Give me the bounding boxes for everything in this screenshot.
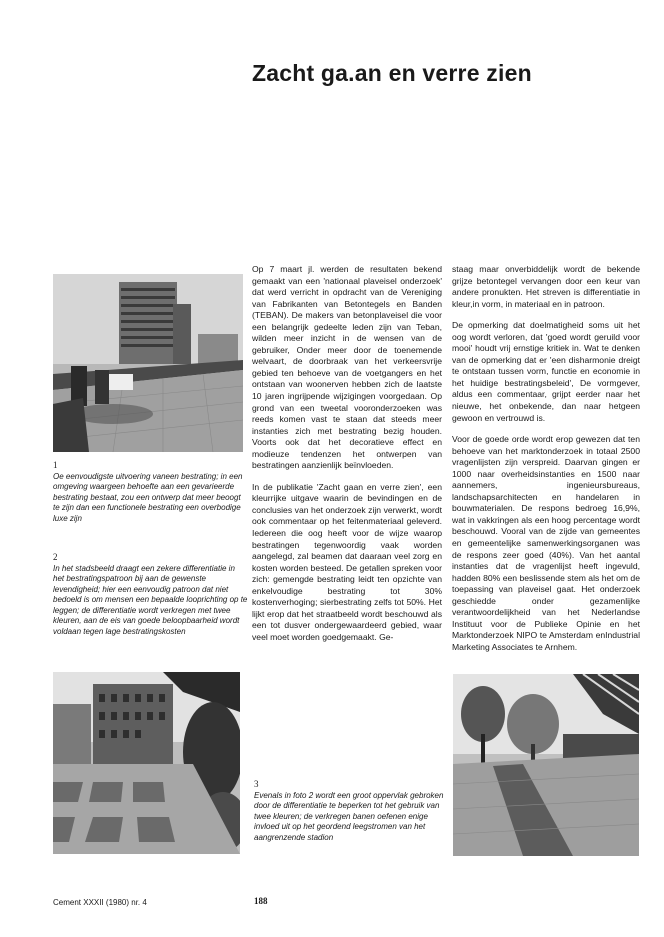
paragraph: Op 7 maart jl. werden de resultaten bekend gemaakt van een 'nationaal plaveisel onderzoek' dat werd verricht in opdracht van de Vereniging van Fabrikanten van Betontegels en Banden (TEBAN). De makers van betonplaveisel die voor een belangrijk gedeelte leden zijn van Teban, wilden meer inzicht in de wensen van de gebruiker, Onder meer door de toenemende welvaart, de doorbraak van het verkeersvrije gebied ten behoeve van de voetgangers en het ontstaan van woonerven hebben zich de laatste 10 jaren ingrijpende wijzigingen voorgedaan. Op grond van een tweetal vooronderzoeken was reeds komen vast te staan dat steeds meer instanties zich met bestrating bezig houden. Voorts ook dat het decoratieve effect en modieuze tendenzen het ontwerpen van bestratingen aanzienlijk beïnvloeden. xyxy=(252,264,442,471)
caption-text: Evenals in foto 2 wordt een groot oppervlak gebroken door de differentiatie te beperken tot het gebruik van twee kleuren; de verkregen banen oefenen enige invloed uit op het geordend leegstromen van het aangrenzende stadion xyxy=(254,790,444,842)
caption-number: 3 xyxy=(254,779,259,789)
caption-text: Oe eenvoudigste uitvoering vaneen bestrating; in een omgeving waargeen behoefte aan een gevarieerde bestrating bestaat, zou een ontwerp dat meer beoogt te zijn dan een functionele bestrating een overbodige luxe zijn xyxy=(53,471,243,523)
caption-text: In het stadsbeeld draagt een zekere differentiatie in het bestratingspatroon bij aan de gewenste levendigheid; hier een eenvoudig patroon dat niet bedoeld is om mensen een bepaalde looprichting op te leggen; de differentiatie wordt verkregen met twee kleuren, aan de eis van goede beloopbaarheid wordt voldaan tegen lage bestratingskosten xyxy=(53,563,248,636)
paragraph: De opmerking dat doelmatigheid soms uit het oog wordt verloren, dat 'goed wordt geruild voor mooi' houdt vrij ernstige kritiek in. Wat te denken van de opmerking dat er 'een disharmonie dreigt te ontstaan tussen vorm, functie en economie in het huidige bestratingsbeleid', De vormgever, aldus een commentaar, grijpt eerder naar het nieuwe, het onbekende, dan naar hetgeen gewoon en vertrouwd is. xyxy=(452,320,640,423)
paragraph: Voor de goede orde wordt erop gewezen dat ten behoeve van het marktonderzoek in totaal 2500 vragenlijsten zijn verspreid. Daarvan gingen er 1000 naar overheidsinstanties en 1500 naar aannemers, ingenieursbureaus, landschapsarchitecten en handelaren in bouwmaterialen. De respons bedroeg 16,9%, wat in vakkringen als een hoog percentage wordt beschouwd. Vooral van de zijde van gemeentes en gemeentelijke samenwerkingsorganen was de respons zeer goed (40%). Van het aantal instanties dat de vragenlijst heeft ingevuld, hadden 80% een beslissende stem als het om de toepassing van plaveisel gaat. Het onderzoek geschiedde onder gezamenlijke verantwoordelijkheid van het Nederlandse Instituut voor de Publieke Opinie en het Marktonderzoek NIPO te Amsterdam enIndustrial Marketing Associates te Arnhem. xyxy=(452,434,640,652)
paragraph: In de publikatie 'Zacht gaan en verre zien', een kleurrijke uitgave waarin de bevindingen en de conclusies van het onderzoek zijn verwerkt, wordt ook commentaar op het feitenmateriaal geleverd. Iedereen die oog heeft voor de wijze waarop bestratingen tegenwoordig vaak worden aangelegd, zal beamen dat daaraan veel zorg en kosten worden besteed. De getallen spreken voor zich: gemengde bestrating leidt ten opzichte van enkelvoudige bestrating tot 30% kostenverhoging; sierbestrating zelfs tot 50%. Het lijkt erop dat het straatbeeld wordt beschouwd als een tot dusver ondergewaardeerd gebied, waar veel moet worden goedgemaakt. Ge- xyxy=(252,481,442,642)
caption-1 xyxy=(53,460,248,524)
page-number: 188 xyxy=(254,896,268,906)
article-title: Zacht ga.an en verre zien xyxy=(252,60,532,86)
caption-number: 1 xyxy=(53,460,58,470)
text-column-2 xyxy=(452,264,640,664)
photo-stadium-forecourt xyxy=(453,674,639,856)
footer-journal: Cement XXXII (1980) nr. 4 xyxy=(53,898,147,907)
caption-number: 2 xyxy=(53,552,58,562)
photo-terrace xyxy=(53,274,243,452)
text-column-1 xyxy=(252,264,442,654)
photo-city-square xyxy=(53,672,240,854)
caption-3 xyxy=(254,779,444,843)
caption-2 xyxy=(53,552,248,637)
paragraph: staag maar onverbiddelijk wordt de bekende grijze betontegel vervangen door een keur van andere pronukten. Het streven is differentiatie in kleur,in vorm, in materiaal en in patroon. xyxy=(452,264,640,309)
